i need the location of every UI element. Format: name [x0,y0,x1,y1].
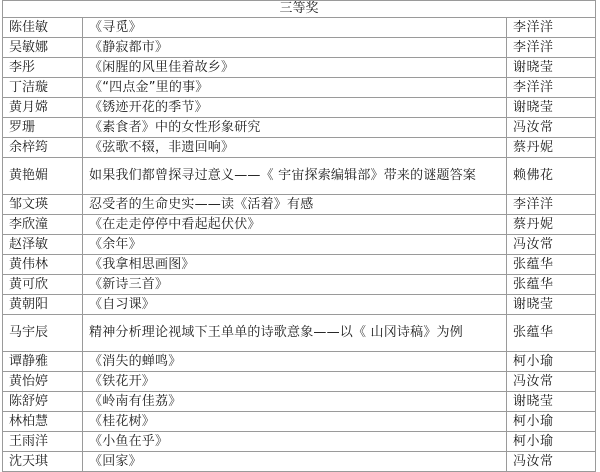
student-name: 赵泽敏 [3,235,83,255]
table-row [3,215,596,235]
table-row [3,78,596,98]
work-title: 如果我们都曾探寻过意义——《 宇宙探索编辑部》带来的谜题答案 [83,158,507,195]
table-row [3,275,596,295]
work-title: 《回家》 [83,452,507,472]
student-name: 王雨洋 [3,432,83,452]
teacher-name: 李洋洋 [507,38,596,58]
work-title: 《寻觅》 [83,18,507,38]
teacher-name: 张蕴华 [507,255,596,275]
work-title: 《弦歌不辍，非遗回响》 [83,138,507,158]
teacher-name: 谢晓莹 [507,98,596,118]
student-name: 黄朝阳 [3,295,83,315]
teacher-name: 冯汝常 [507,372,596,392]
table-row [3,158,596,195]
table-heading-row [3,1,596,18]
work-title: 《“四点金”里的事》 [83,78,507,98]
work-title: 《消失的蝉鸣》 [83,352,507,372]
student-name: 余梓筠 [3,138,83,158]
student-name: 黄月嫦 [3,98,83,118]
student-name: 沈天琪 [3,452,83,472]
work-title: 《自习课》 [83,295,507,315]
award-table [2,0,596,472]
table-row [3,372,596,392]
table-row [3,138,596,158]
teacher-name: 李洋洋 [507,18,596,38]
teacher-name: 赖佛花 [507,158,596,195]
table-row [3,352,596,372]
table-row [3,195,596,215]
table-row [3,412,596,432]
table-row [3,98,596,118]
work-title: 《静寂都市》 [83,38,507,58]
prize-level-heading: 三等奖 [3,1,596,18]
work-title: 《素食者》中的女性形象研究 [83,118,507,138]
student-name: 吴敏娜 [3,38,83,58]
student-name: 李欣潼 [3,215,83,235]
work-title: 《铁花开》 [83,372,507,392]
table-row [3,432,596,452]
student-name: 黄可欣 [3,275,83,295]
table-row [3,452,596,472]
teacher-name: 蔡丹妮 [507,138,596,158]
student-name: 陈舒婷 [3,392,83,412]
table-row [3,58,596,78]
teacher-name: 柯小瑜 [507,432,596,452]
teacher-name: 谢晓莹 [507,58,596,78]
work-title: 精神分析理论视域下王单单的诗歌意象——以《 山冈诗稿》为例 [83,315,507,352]
work-title: 《岭南有佳荔》 [83,392,507,412]
student-name: 黄怡婷 [3,372,83,392]
table-row [3,315,596,352]
work-title: 《桂花树》 [83,412,507,432]
work-title: 《我拿相思画图》 [83,255,507,275]
table-row [3,295,596,315]
award-list [3,18,596,472]
work-title: 《在走走停停中看起起伏伏》 [83,215,507,235]
teacher-name: 柯小瑜 [507,352,596,372]
table-row [3,38,596,58]
work-title: 忍受者的生命史实——读《活着》有感 [83,195,507,215]
work-title: 《锈迹开花的季节》 [83,98,507,118]
teacher-name: 冯汝常 [507,235,596,255]
teacher-name: 李洋洋 [507,78,596,98]
work-title: 《新诗三首》 [83,275,507,295]
student-name: 丁洁璇 [3,78,83,98]
student-name: 邹文瑛 [3,195,83,215]
work-title: 《余年》 [83,235,507,255]
student-name: 林柏慧 [3,412,83,432]
work-title: 《小鱼在乎》 [83,432,507,452]
student-name: 罗珊 [3,118,83,138]
table-row [3,392,596,412]
teacher-name: 张蕴华 [507,275,596,295]
table-row [3,255,596,275]
teacher-name: 张蕴华 [507,315,596,352]
student-name: 陈佳敏 [3,18,83,38]
teacher-name: 谢晓莹 [507,392,596,412]
work-title: 《闲腥的风里佳着故乡》 [83,58,507,78]
teacher-name: 冯汝常 [507,118,596,138]
teacher-name: 谢晓莹 [507,295,596,315]
student-name: 李彤 [3,58,83,78]
teacher-name: 蔡丹妮 [507,215,596,235]
student-name: 黄伟林 [3,255,83,275]
table-row [3,118,596,138]
teacher-name: 冯汝常 [507,452,596,472]
student-name: 马宇辰 [3,315,83,352]
table-row [3,235,596,255]
teacher-name: 李洋洋 [507,195,596,215]
student-name: 黄艳媚 [3,158,83,195]
table-row [3,18,596,38]
student-name: 谭静雅 [3,352,83,372]
teacher-name: 柯小瑜 [507,412,596,432]
